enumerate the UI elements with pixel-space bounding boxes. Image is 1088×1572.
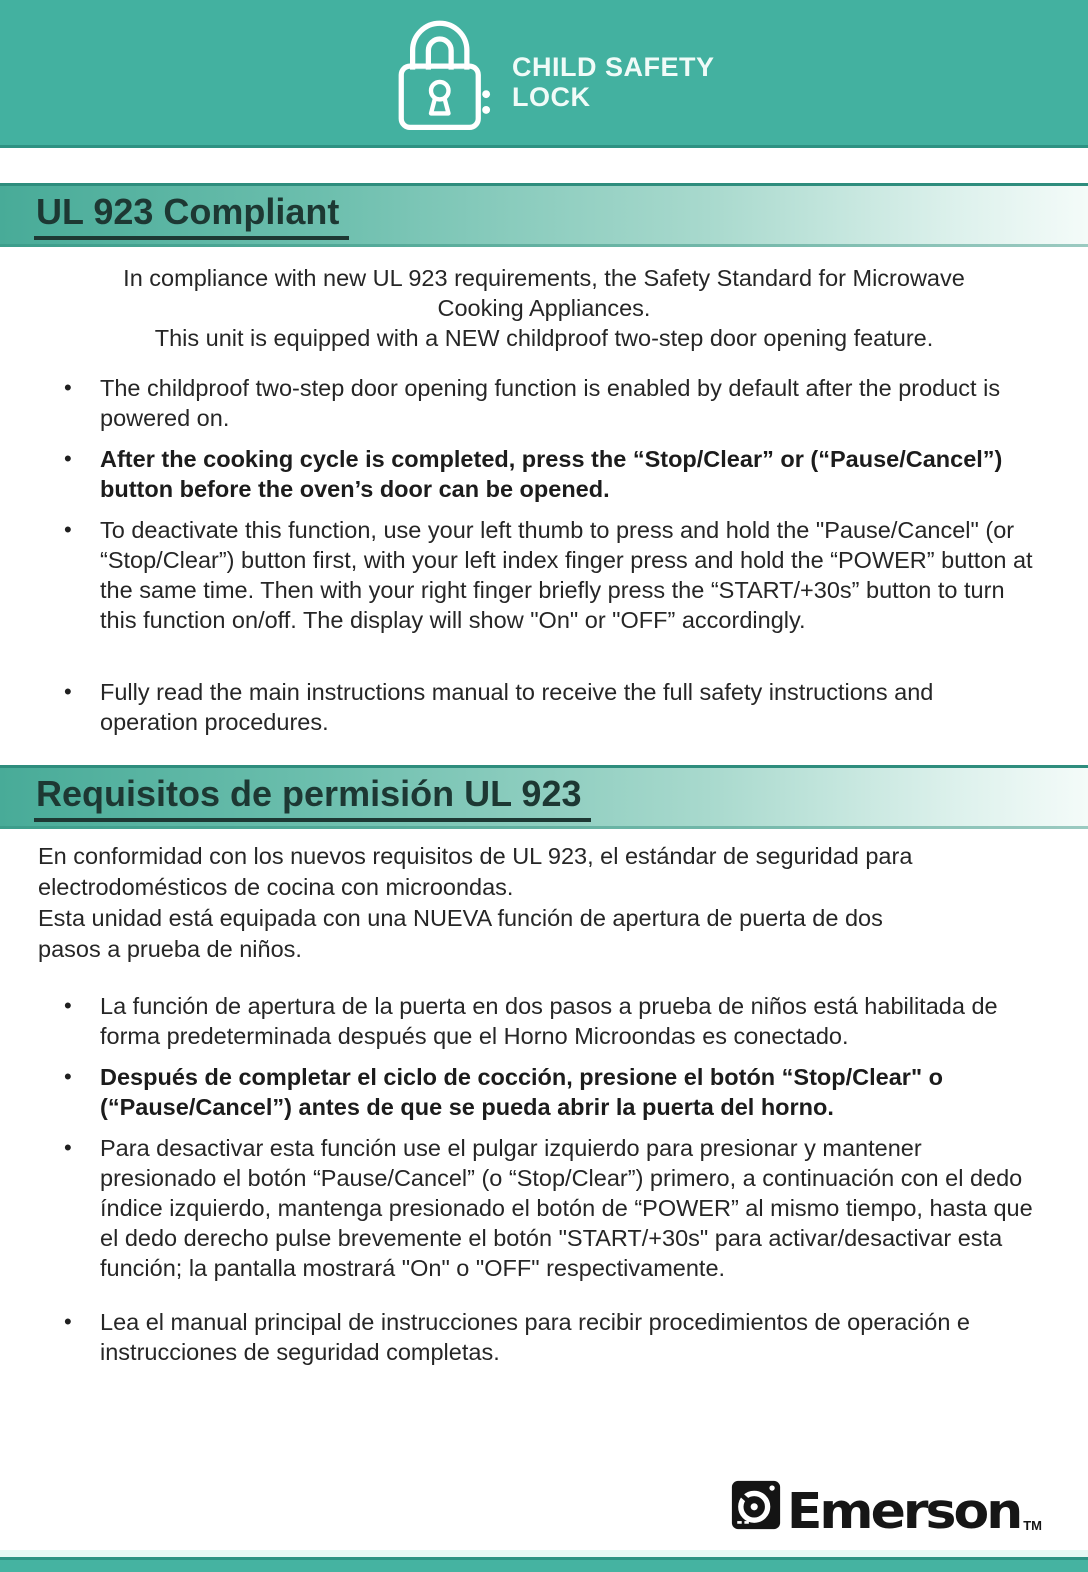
padlock-icon — [396, 10, 494, 143]
brand-name: Emerson — [786, 1483, 1021, 1541]
list-item-text: La función de apertura de la puerta en dos pasos a prueba de niños está habilitada de forma predeterminada después que el Horno Microondas es conectado. — [100, 993, 998, 1049]
bullet-icon: • — [64, 679, 72, 704]
list-item-text: Después de completar el ciclo de cocción, presione el botón “Stop/Clear" o (“Pause/Cancel”) antes de que se pueda abrir la puerta del horno. — [100, 1064, 943, 1120]
english-intro-line2: Cooking Appliances. — [437, 295, 651, 321]
list-item-text: After the cooking cycle is completed, press the “Stop/Clear” or (“Pause/Cancel”) button before the oven’s door can be opened. — [100, 446, 1003, 502]
spanish-section — [0, 765, 1088, 1367]
spanish-section-title: Requisitos de permisión UL 923 — [34, 773, 591, 822]
banner-title-line2: LOCK — [512, 82, 591, 112]
list-item-text: Para desactivar esta función use el pulgar izquierdo para presionar y mantener presionado el botón “Pause/Cancel” (o “Stop/Clear”) primero, a continuación con el dedo índice izquierdo, mantenga presionado el botón de “POWER” al mismo tiempo, hasta que el dedo derecho pulse brevemente el botón "START/+30s" para activar/desactivar esta función; la pantalla mostrará "On" o "OFF" respectivamente. — [100, 1135, 1033, 1281]
english-section-title: UL 923 Compliant — [34, 191, 349, 240]
english-intro — [0, 263, 1088, 353]
spanish-intro — [0, 841, 1088, 965]
list-item — [64, 1133, 1036, 1283]
emerson-badge-icon — [731, 1480, 781, 1535]
bullet-icon: • — [64, 993, 72, 1018]
spanish-section-bar — [0, 765, 1088, 829]
bullet-icon: • — [64, 517, 72, 542]
list-item — [64, 515, 1036, 635]
list-item — [64, 991, 1036, 1051]
list-item — [64, 373, 1036, 433]
list-item — [64, 1307, 1036, 1367]
bullet-icon: • — [64, 446, 72, 471]
list-item — [64, 1062, 1036, 1122]
bullet-icon: • — [64, 1064, 72, 1089]
bottom-accent-bar — [0, 1557, 1088, 1572]
list-item-text: To deactivate this function, use your left thumb to press and hold the "Pause/Cancel" (or “Stop/Clear”) button first, with your left index finger press and hold the “POWER” button at the same time. Then with your right finger briefly press the “START/+30s” button to turn this function on/off. The display will show "On" or "OFF” accordingly. — [100, 517, 1033, 633]
spacer — [0, 148, 1088, 183]
list-item-text: The childproof two-step door opening function is enabled by default after the product is powered on. — [100, 375, 1001, 431]
bullet-icon: • — [64, 1135, 72, 1160]
english-intro-line1: In compliance with new UL 923 requirements, the Safety Standard for Microwave — [123, 265, 965, 291]
spanish-intro-line3: Esta unidad está equipada con una NUEVA función de apertura de puerta de dos — [38, 905, 883, 931]
english-intro-line3: This unit is equipped with a NEW childproof two-step door opening feature. — [154, 325, 934, 351]
list-item — [64, 677, 1036, 737]
brand-logo — [731, 1480, 1042, 1541]
english-bullet-list — [64, 373, 1036, 737]
child-safety-lock-banner — [0, 0, 1088, 148]
list-item-text: Lea el manual principal de instrucciones para recibir procedimientos de operación e instrucciones de seguridad completas. — [100, 1309, 970, 1365]
spanish-intro-line4: pasos a prueba de niños. — [38, 936, 302, 962]
bullet-icon: • — [64, 1309, 72, 1334]
spanish-bullet-list — [64, 991, 1036, 1367]
banner-title — [512, 52, 715, 112]
list-item — [64, 444, 1036, 504]
list-item-text: Fully read the main instructions manual to receive the full safety instructions and operation procedures. — [100, 679, 934, 735]
bullet-icon: • — [64, 375, 72, 400]
banner-title-line1: CHILD SAFETY — [512, 52, 715, 82]
trademark-label: TM — [1023, 1518, 1042, 1533]
english-section-bar — [0, 183, 1088, 247]
spanish-intro-line1: En conformidad con los nuevos requisitos de UL 923, el estándar de seguridad para — [38, 843, 913, 869]
spanish-intro-line2: electrodomésticos de cocina con microondas. — [38, 874, 514, 900]
